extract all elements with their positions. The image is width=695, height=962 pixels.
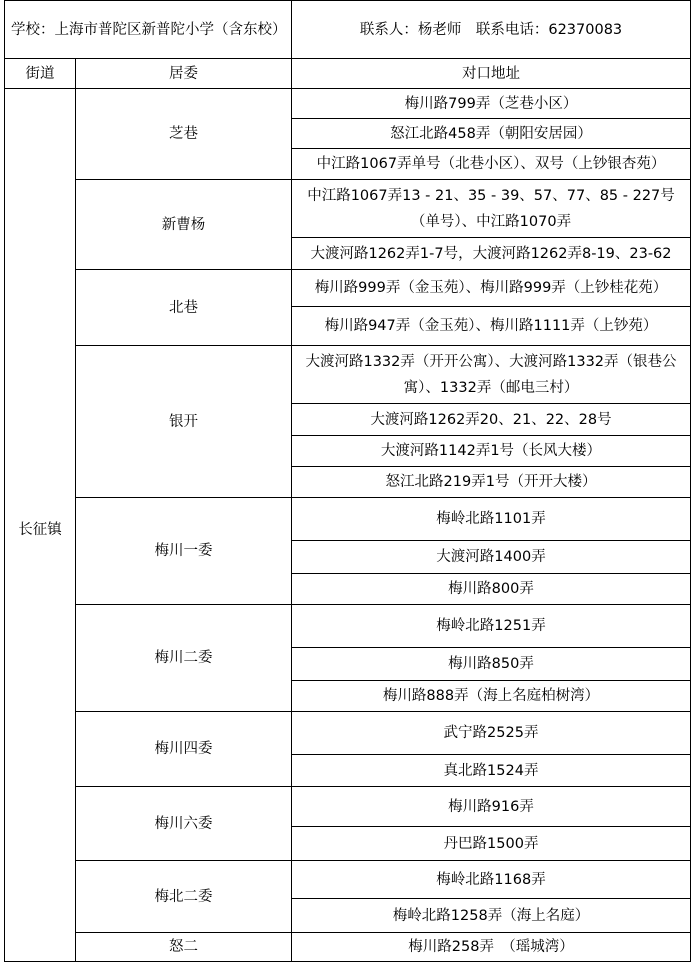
school-name-cell: 学校：上海市普陀区新普陀小学（含东校） [5, 1, 292, 59]
committee-cell: 梅川二委 [76, 605, 292, 712]
committee-cell: 梅川四委 [76, 712, 292, 787]
address-row [5, 346, 691, 404]
committee-cell: 梅北二委 [76, 861, 292, 933]
address-column-header: 对口地址 [292, 59, 691, 89]
address-row [5, 498, 691, 541]
address-cell: 梅川路850弄 [292, 648, 691, 681]
address-cell: 梅川路799弄（芝巷小区） [292, 89, 691, 119]
committee-cell: 梅川六委 [76, 787, 292, 861]
committee-cell: 芝巷 [76, 89, 292, 180]
street-column-header: 街道 [5, 59, 76, 89]
address-cell: 武宁路2525弄 [292, 712, 691, 755]
address-cell: 中江路1067弄单号（北巷小区）、双号（上钞银杏苑） [292, 149, 691, 180]
committee-cell: 怒二 [76, 933, 292, 962]
address-cell: 真北路1524弄 [292, 755, 691, 787]
address-cell: 大渡河路1142弄1号（长风大楼） [292, 436, 691, 467]
contact-cell: 联系人：杨老师 联系电话：62370083 [292, 1, 691, 59]
address-cell: 丹巴路1500弄 [292, 827, 691, 861]
street-cell: 长征镇 [5, 89, 76, 962]
address-row [5, 605, 691, 648]
address-cell: 梅川路999弄（金玉苑）、梅川路999弄（上钞桂花苑） [292, 270, 691, 307]
address-cell: 大渡河路1332弄（开开公寓）、大渡河路1332弄（银巷公寓）、1332弄（邮电三村） [292, 346, 691, 404]
address-cell: 梅岭北路1258弄（海上名庭） [292, 899, 691, 933]
committee-cell: 梅川一委 [76, 498, 292, 605]
address-cell: 梅岭北路1251弄 [292, 605, 691, 648]
address-cell: 梅岭北路1168弄 [292, 861, 691, 899]
committee-cell: 北巷 [76, 270, 292, 346]
address-row [5, 861, 691, 899]
address-row [5, 89, 691, 119]
address-cell: 梅川路800弄 [292, 574, 691, 605]
address-cell: 梅川路947弄（金玉苑）、梅川路1111弄（上钞苑） [292, 307, 691, 346]
school-district-table [4, 0, 691, 962]
address-cell: 中江路1067弄13 - 21、35 - 39、57、77、85 - 227号（单号）、中江路1070弄 [292, 180, 691, 238]
address-row [5, 787, 691, 827]
committee-cell: 银开 [76, 346, 292, 498]
address-cell: 梅岭北路1101弄 [292, 498, 691, 541]
address-cell: 怒江北路219弄1号（开开大楼） [292, 467, 691, 498]
address-cell: 梅川路888弄（海上名庭柏树湾） [292, 681, 691, 712]
address-row [5, 933, 691, 962]
header-row [5, 1, 691, 59]
address-row [5, 270, 691, 307]
committee-cell: 新曹杨 [76, 180, 292, 270]
address-row [5, 180, 691, 238]
column-header-row [5, 59, 691, 89]
address-cell: 梅川路916弄 [292, 787, 691, 827]
address-cell: 怒江北路458弄（朝阳安居园） [292, 119, 691, 149]
address-cell: 梅川路258弄 （瑶城湾） [292, 933, 691, 962]
committee-column-header: 居委 [76, 59, 292, 89]
address-row [5, 712, 691, 755]
address-cell: 大渡河路1400弄 [292, 541, 691, 574]
address-cell: 大渡河路1262弄20、21、22、28号 [292, 404, 691, 436]
address-cell: 大渡河路1262弄1-7号，大渡河路1262弄8-19、23-62 [292, 238, 691, 270]
